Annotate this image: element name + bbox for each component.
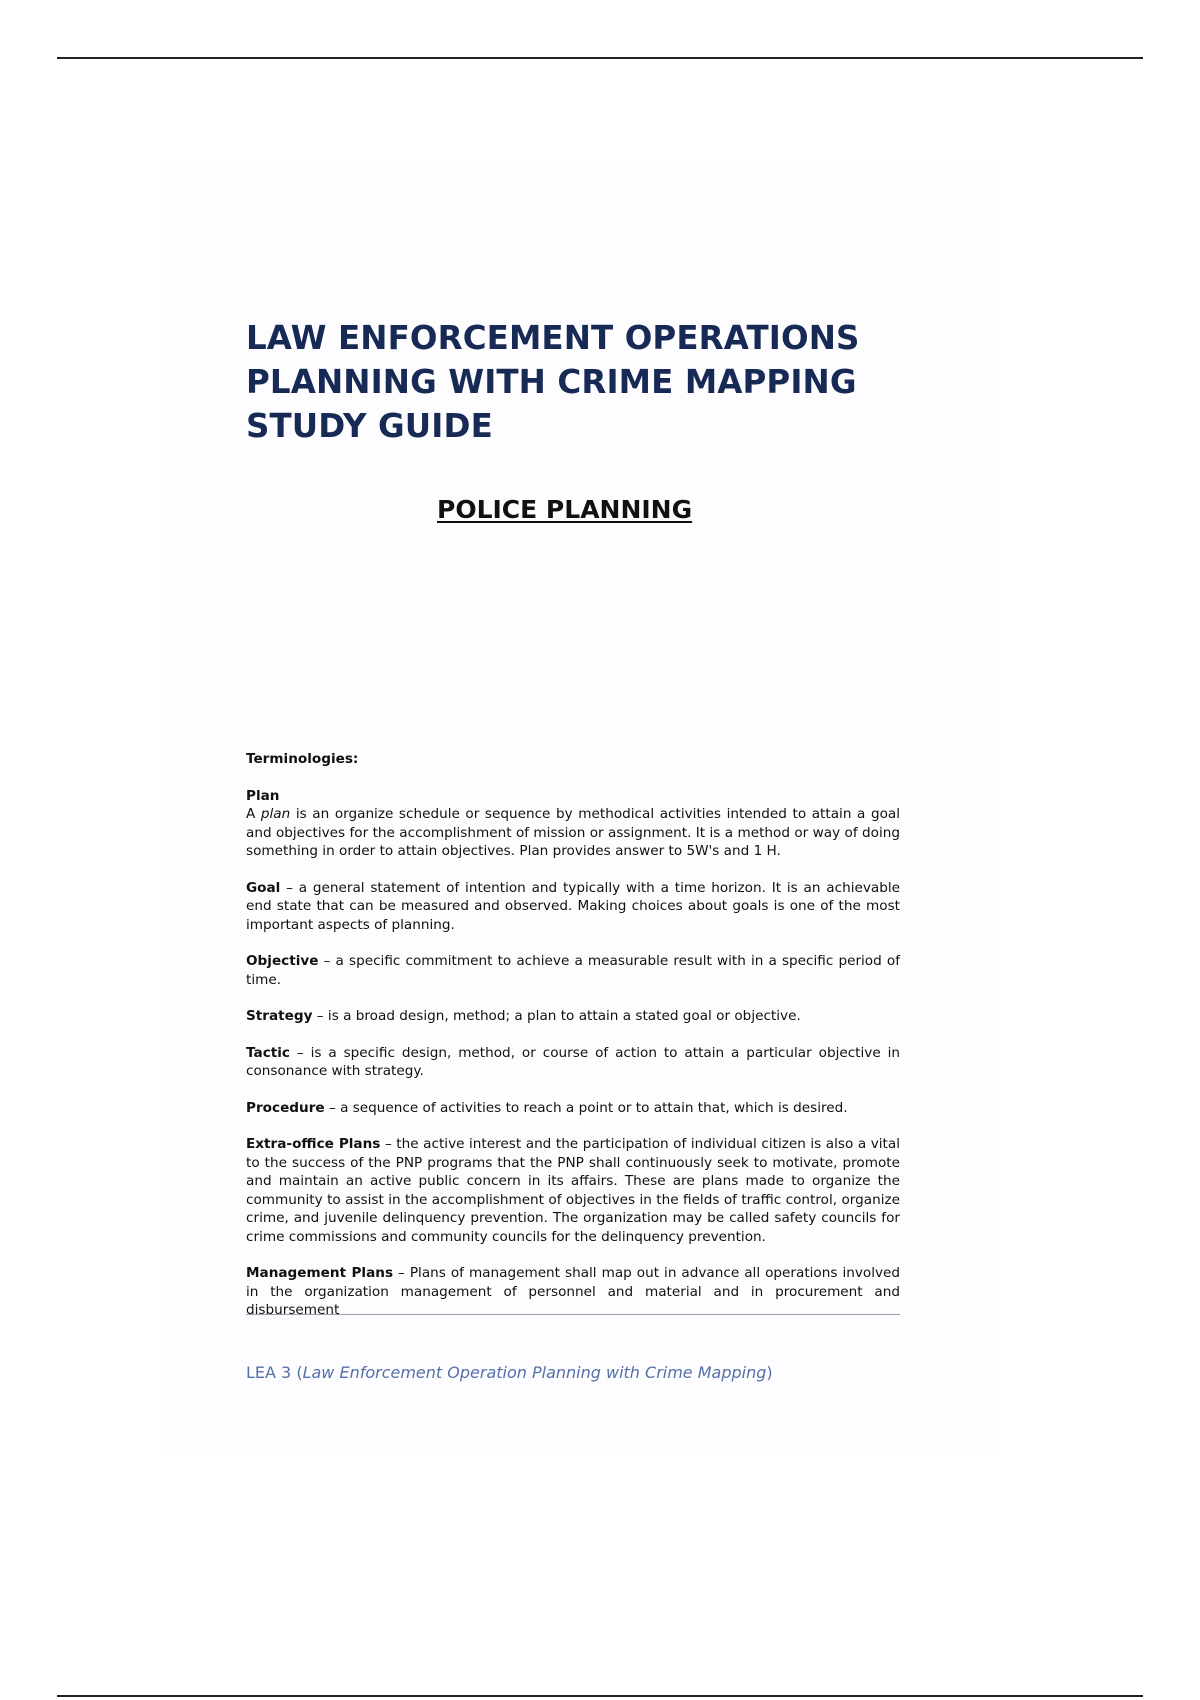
terminologies-heading: Terminologies: — [246, 751, 359, 767]
term-definition: – Plans of management shall map out in advance all operations involved in the organization management of personnel and material and in procurement and disbursement — [246, 1265, 901, 1318]
term-name: Extra-office Plans — [246, 1136, 381, 1152]
bottom-rule — [57, 1695, 1143, 1697]
page-content — [246, 316, 901, 1318]
term-definition: – is a broad design, method; a plan to attain a stated goal or objective. — [312, 1008, 801, 1024]
top-rule — [57, 57, 1143, 59]
term-name: Strategy — [246, 1008, 313, 1024]
footer-course-title: Law Enforcement Operation Planning with Crime Mapping — [302, 1363, 767, 1382]
term-plan-title: Plan — [246, 787, 280, 804]
terminologies-section — [246, 750, 900, 1320]
term-strategy — [246, 1007, 900, 1026]
title-line-3: STUDY GUIDE — [246, 407, 493, 445]
term-definition: – the active interest and the participation of individual citizen is also a vital to the success of the PNP programs that the PNP shall continuously seek to motivate, promote and maintain an active public concern in its affairs. These are plans made to organize the community to assist in the accomplishment of objectives in the fields of traffic control, organize crime, and juvenile delinquency prevention. The organization may be called safety councils for crime commissions and community councils for the delinquency prevention. — [246, 1136, 900, 1245]
term-name: Objective — [246, 953, 319, 969]
page-footer — [246, 1363, 773, 1382]
term-name: Management Plans — [246, 1265, 394, 1281]
term-plan-body: is an organize schedule or sequence by methodical activities intended to attain a goal and objectives for the accomplishment of mission or assignment. It is a method or way of doing something in order to attain objectives. Plan provides answer to 5W's and 1 H. — [246, 806, 900, 859]
term-definition: – a sequence of activities to reach a point or to attain that, which is desired. — [324, 1099, 848, 1116]
term-management-plans — [246, 1264, 900, 1320]
term-definition: – is a specific design, method, or course of action to attain a particular objective in consonance with strategy. — [246, 1044, 900, 1079]
title-line-1: LAW ENFORCEMENT OPERATIONS — [246, 319, 860, 357]
term-definition: – a specific commitment to achieve a measurable result with in a specific period of time. — [246, 953, 900, 988]
title-line-2: PLANNING WITH CRIME MAPPING — [246, 363, 857, 401]
document-title — [246, 316, 900, 448]
term-name: Goal — [246, 879, 281, 896]
term-goal — [246, 879, 900, 935]
footer-suffix: ) — [766, 1363, 773, 1382]
term-extra-office-plans — [246, 1135, 900, 1246]
footer-divider — [246, 1314, 900, 1315]
footer-prefix: LEA 3 ( — [246, 1363, 303, 1382]
term-procedure — [246, 1099, 900, 1118]
term-plan-lead: A — [246, 806, 261, 822]
section-title: POLICE PLANNING — [437, 495, 693, 524]
term-name: Procedure — [246, 1099, 325, 1116]
term-plan-emphasis: plan — [260, 806, 291, 822]
term-name: Tactic — [246, 1044, 290, 1061]
term-definition: – a general statement of intention and typically with a time horizon. It is an achievable end state that can be measured and observed. Making choices about goals is one of the most important aspects of planning. — [246, 879, 900, 933]
term-tactic — [246, 1044, 900, 1081]
term-plan — [246, 787, 900, 861]
term-objective — [246, 952, 900, 989]
